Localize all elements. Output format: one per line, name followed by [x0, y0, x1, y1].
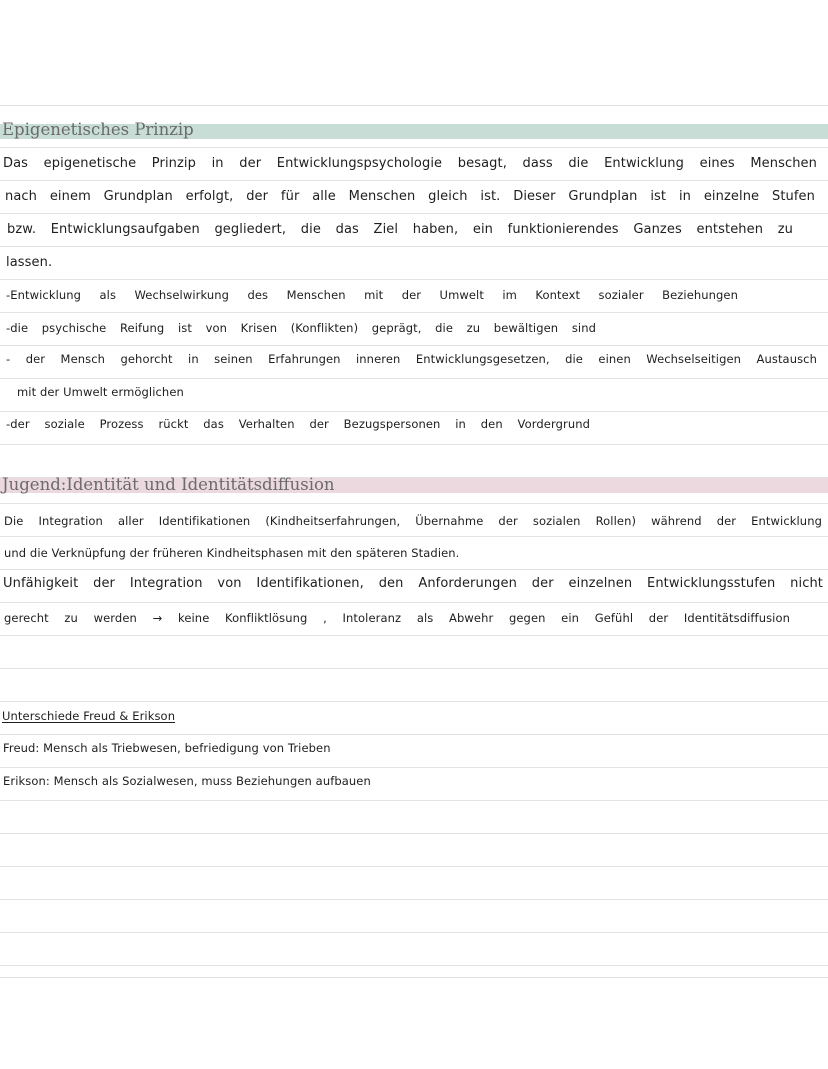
section-heading-youth: Jugend:Identität und Identitätsdiffusion	[2, 475, 335, 494]
youth-text-line-3: Unfähigkeit der Integration von Identifikationen, den Anforderungen der einzelnen Entwicklungsstufen nicht	[3, 576, 823, 591]
youth-text-line-4: gerecht zu werden → keine Konfliktlösung , Intoleranz als Abwehr gegen ein Gefühl der Identitätsdiffusion	[4, 611, 790, 625]
bullet-item-continuation: mit der Umwelt ermöglichen	[17, 385, 184, 399]
ruled-line	[0, 899, 828, 900]
youth-text-line-1: Die Integration aller Identifikationen (Kindheitserfahrungen, Übernahme der sozialen Rollen) während der Entwicklung	[4, 514, 822, 528]
ruled-line	[0, 312, 828, 313]
ruled-line	[0, 378, 828, 379]
ruled-line	[0, 569, 828, 570]
ruled-line	[0, 602, 828, 603]
ruled-line	[0, 279, 828, 280]
section-heading-epigenetic: Epigenetisches Prinzip	[2, 120, 194, 139]
erikson-line: Erikson: Mensch als Sozialwesen, muss Beziehungen aufbauen	[3, 774, 371, 788]
ruled-line	[0, 668, 828, 669]
ruled-line	[0, 105, 828, 106]
bullet-item: -der soziale Prozess rückt das Verhalten der Bezugspersonen in den Vordergrund	[6, 417, 590, 431]
ruled-line	[0, 180, 828, 181]
youth-text-line-2: und die Verknüpfung der früheren Kindheitsphasen mit den späteren Stadien.	[4, 546, 460, 560]
epigenetic-text-line-3: bzw. Entwicklungsaufgaben gegliedert, die das Ziel haben, ein funktionierendes Ganzes entstehen zu	[7, 222, 793, 237]
epigenetic-text-line-4: lassen.	[6, 255, 53, 270]
ruled-line	[0, 734, 828, 735]
ruled-line	[0, 701, 828, 702]
ruled-line	[0, 345, 828, 346]
ruled-line	[0, 503, 828, 504]
ruled-line	[0, 866, 828, 867]
epigenetic-text-line-2: nach einem Grundplan erfolgt, der für alle Menschen gleich ist. Dieser Grundplan ist in einzelne Stufen	[5, 189, 815, 204]
bullet-item: -Entwicklung als Wechselwirkung des Menschen mit der Umwelt im Kontext sozialer Beziehungen	[6, 288, 738, 302]
ruled-line	[0, 246, 828, 247]
ruled-line	[0, 635, 828, 636]
differences-title: Unterschiede Freud & Erikson	[2, 709, 176, 723]
ruled-line	[0, 977, 828, 978]
ruled-line	[0, 800, 828, 801]
ruled-line	[0, 965, 828, 966]
freud-line: Freud: Mensch als Triebwesen, befriedigung von Trieben	[3, 741, 331, 755]
ruled-line	[0, 767, 828, 768]
ruled-line	[0, 932, 828, 933]
ruled-line	[0, 213, 828, 214]
ruled-line	[0, 147, 828, 148]
epigenetic-text-line-1: Das epigenetische Prinzip in der Entwicklungspsychologie besagt, dass die Entwicklung eines Menschen	[3, 156, 817, 171]
bullet-item: -die psychische Reifung ist von Krisen (Konflikten) geprägt, die zu bewältigen sind	[6, 321, 596, 335]
ruled-line	[0, 411, 828, 412]
ruled-line	[0, 833, 828, 834]
bullet-item: - der Mensch gehorcht in seinen Erfahrungen inneren Entwicklungsgesetzen, die einen Wechselseitigen Austausch	[6, 352, 817, 366]
ruled-line	[0, 536, 828, 537]
ruled-line	[0, 444, 828, 445]
